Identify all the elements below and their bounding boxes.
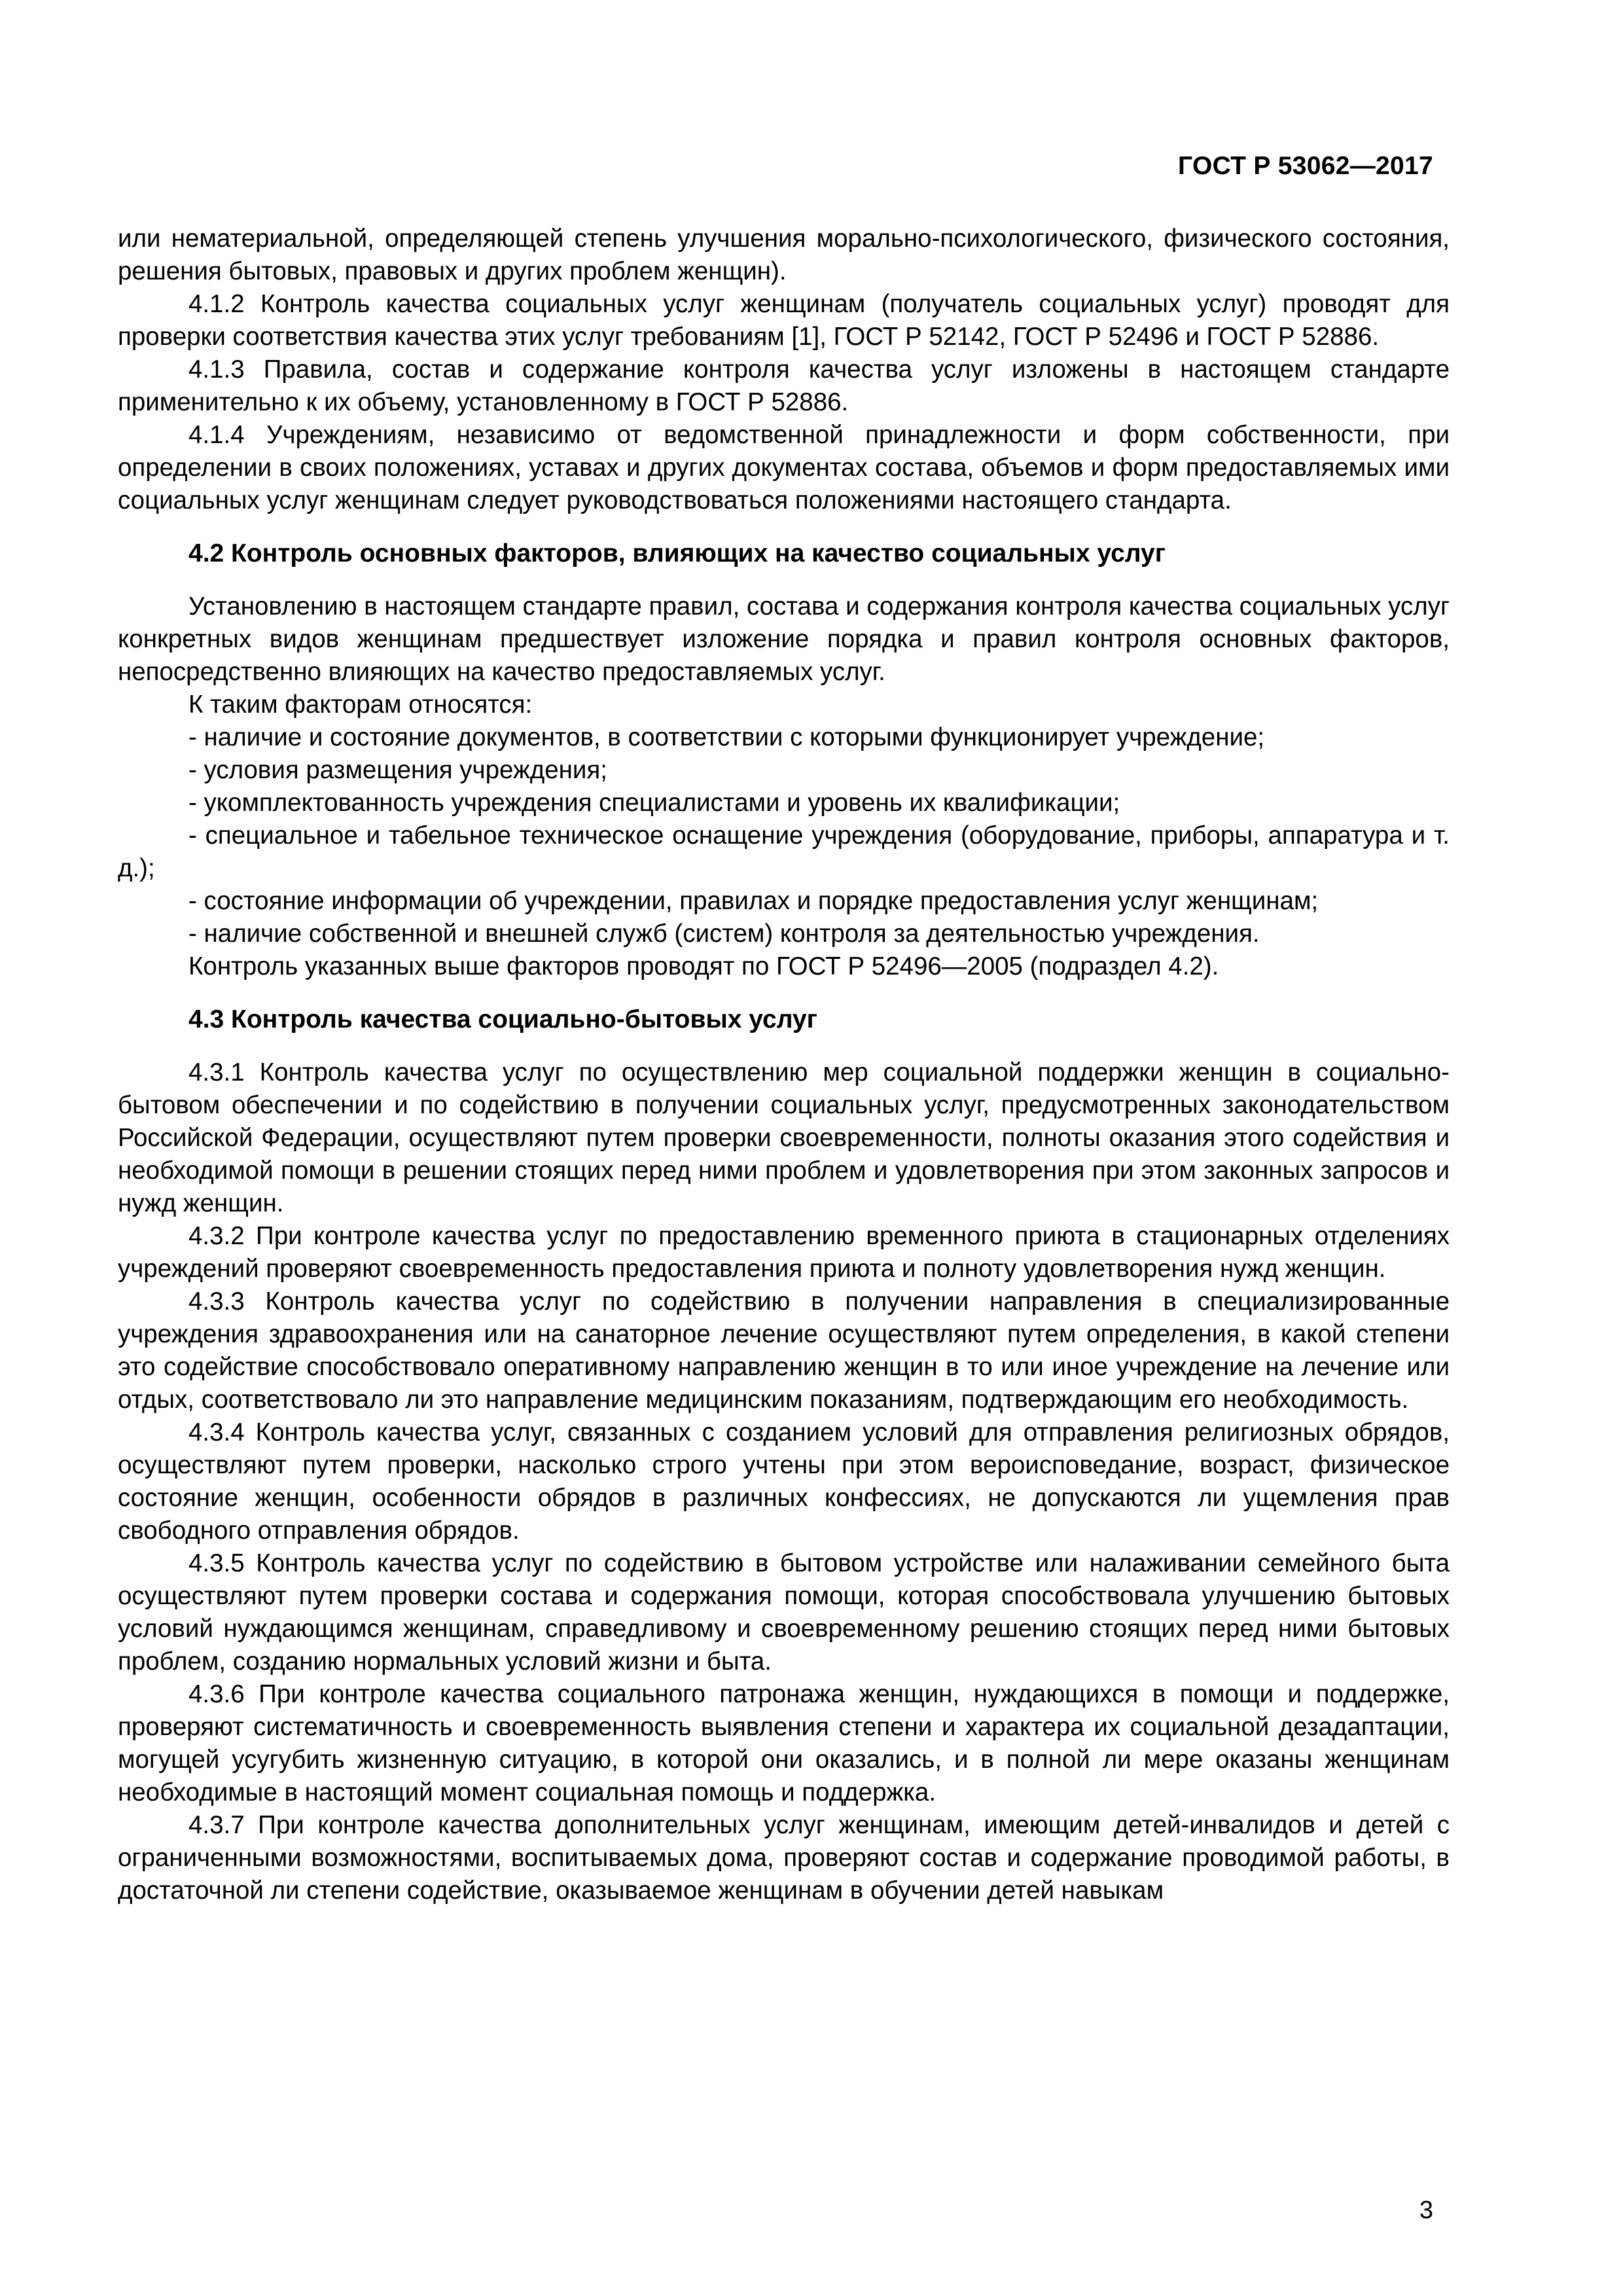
paragraph: Контроль указанных выше факторов проводят по ГОСТ Р 52496—2005 (подраздел 4.2). (188, 952, 1219, 980)
paragraph: 4.3.2 При контроле качества услуг по предоставлению временного приюта в стационарных отделениях учреждений проверяют своевременность предоставления приюта и полноту удовлетворения нужд женщин. (118, 1222, 1450, 1283)
list-item: - состояние информации об учреждении, правилах и порядке предоставления услуг женщинам; (188, 887, 1319, 915)
paragraph: 4.1.4 Учреждениям, независимо от ведомственной принадлежности и форм собственности, при определении в своих положениях, уставах и других документах состава, объемов и форм предоставляемых ими социальных услуг женщинам следует руководствоваться положениями настоящего стандарта. (118, 421, 1450, 514)
section-heading: 4.2 Контроль основных факторов, влияющих на качество социальных услуг (188, 539, 1166, 567)
paragraph: 4.3.3 Контроль качества услуг по содействию в получении направления в специализированные учреждения здравоохранения или на санаторное лечение осуществляют путем определения, в какой степени это содействие способствовало оперативному направлению женщин в то или иное учреждение на лечение или отдых, соответствовало ли это направление медицинским показаниям, подтверждающим его необходимость. (118, 1287, 1450, 1414)
paragraph: или нематериальной, определяющей степень улучшения морально-психологического, физического состояния, решения бытовых, правовых и других проблем женщин). (118, 224, 1450, 285)
list-item: - наличие и состояние документов, в соответствии с которыми функционирует учреждение; (188, 723, 1265, 751)
paragraph: 4.3.4 Контроль качества услуг, связанных с созданием условий для отправления религиозных обрядов, осуществляют путем проверки, насколько строго учтены при этом вероисповедание, возраст, физическое состояние женщин, особенности обрядов в различных конфессиях, не допускаются ли ущемления прав свободного отправления обрядов. (118, 1418, 1450, 1545)
page-number: 3 (1419, 2197, 1433, 2224)
paragraph: 4.3.5 Контроль качества услуг по содействию в бытовом устройстве или налаживании семейного быта осуществляют путем проверки состава и содержания помощи, которая способствовала улучшению бытовых условий нуждающимся женщинам, справедливому и своевременному решению стоящих перед ними бытовых проблем, созданию нормальных условий жизни и быта. (118, 1549, 1450, 1676)
paragraph: 4.3.6 При контроле качества социального патронажа женщин, нуждающихся в помощи и поддержке, проверяют систематичность и своевременность выявления степени и характера их социальной дезадаптации, могущей усугубить жизненную ситуацию, в которой они оказались, и в полной ли мере оказаны женщинам необходимые в настоящий момент социальная помощь и поддержка. (118, 1680, 1450, 1806)
list-item: - укомплектованность учреждения специалистами и уровень их квалификации; (188, 789, 1120, 817)
list-item: - наличие собственной и внешней служб (систем) контроля за деятельностью учреждения. (188, 920, 1260, 948)
paragraph: 4.1.2 Контроль качества социальных услуг женщинам (получатель социальных услуг) проводят для проверки соответствия качества этих услуг требованиям [1], ГОСТ Р 52142, ГОСТ Р 52496 и ГОСТ Р 52886. (118, 290, 1450, 351)
paragraph: 4.3.7 При контроле качества дополнительных услуг женщинам, имеющим детей-инвалидов и детей с ограниченными возможностями, воспитываемых дома, проверяют состав и содержание проводимой работы, в достаточной ли степени содействие, оказываемое женщинам в обучении детей навыкам (118, 1811, 1450, 1905)
list-item: - условия размещения учреждения; (188, 756, 607, 784)
paragraph: 4.1.3 Правила, состав и содержание контроля качества услуг изложены в настоящем стандарте применительно к их объему, установленному в ГОСТ Р 52886. (118, 355, 1450, 416)
paragraph: 4.3.1 Контроль качества услуг по осуществлению мер социальной поддержки женщин в социально-бытовом обеспечении и по содействию в получении социальных услуг, предусмотренных законодательством Российской Федерации, осуществляют путем проверки своевременности, полноты оказания этого содействия и необходимой помощи в решении стоящих перед ними проблем и удовлетворения при этом законных запросов и нужд женщин. (118, 1058, 1450, 1217)
document-body (118, 223, 1450, 1907)
paragraph: Установлению в настоящем стандарте правил, состава и содержания контроля качества социальных услуг конкретных видов женщинам предшествует изложение порядка и правил контроля основных факторов, непосредственно влияющих на качество предоставляемых услуг. (118, 592, 1450, 686)
paragraph: К таким факторам относятся: (188, 691, 533, 719)
list-item: - специальное и табельное техническое оснащение учреждения (оборудование, приборы, аппаратура и т. д.); (118, 821, 1450, 882)
section-heading: 4.3 Контроль качества социально-бытовых услуг (188, 1005, 817, 1033)
document-header: ГОСТ Р 53062—2017 (1178, 152, 1433, 180)
